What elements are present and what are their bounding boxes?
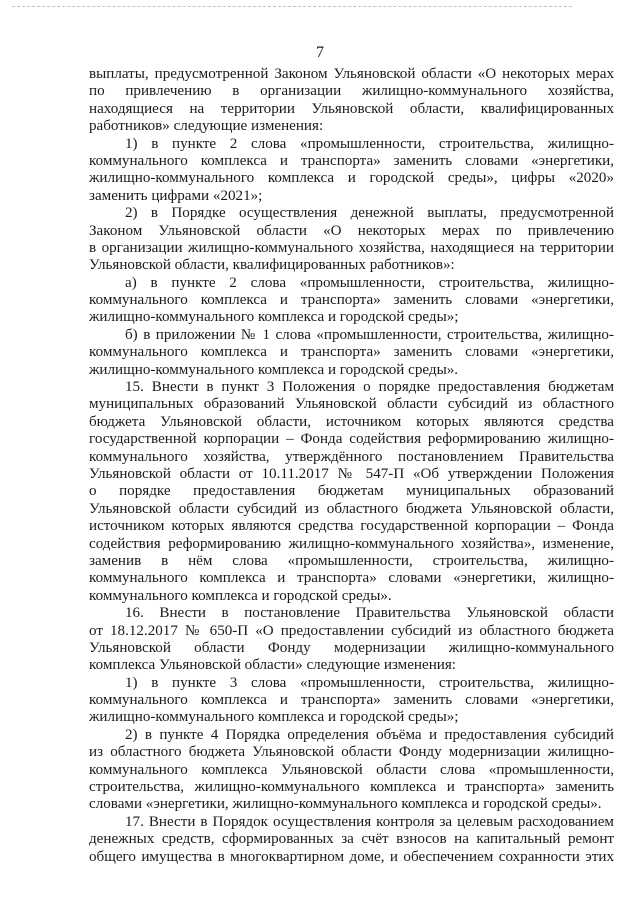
text-line: 2) в пункте 4 Порядка определения объёма и предоставления субсидий xyxy=(125,726,614,743)
text-line: содействия реформированию жилищно-коммунального хозяйства», изменение, xyxy=(89,535,614,552)
text-line: коммунального комплекса и транспорта» заменить словами «энергетики, xyxy=(89,692,614,709)
text-line: коммунального хозяйства, утверждённого постановлением Правительства xyxy=(89,448,614,465)
page-number: 7 xyxy=(316,44,324,61)
text-line: 17. Внести в Порядок осуществления контроля за целевым расходованием xyxy=(125,813,614,830)
text-line: общего имущества в многоквартирном доме, и обеспечением сохранности этих xyxy=(89,848,614,865)
text-line: Ульяновской области от 10.11.2017 № 547-П «Об утверждении Положения xyxy=(89,465,614,482)
text-line: комплекса Ульяновской области» следующие изменения: xyxy=(89,657,456,674)
text-line: жилищно-коммунального комплекса и городской среды». xyxy=(89,361,459,378)
text-line: находящиеся на территории Ульяновской области, квалифицированных xyxy=(89,100,614,117)
text-line: коммунального комплекса и городской среды». xyxy=(89,587,392,604)
text-line: 16. Внести в постановление Правительства Ульяновской области xyxy=(125,605,614,622)
text-line: 1) в пункте 3 слова «промышленности, строительства, жилищно- xyxy=(125,674,614,691)
text-line: коммунального комплекса и транспорта» заменить словами «энергетики, xyxy=(89,344,614,361)
text-line: коммунального комплекса и транспорта» заменить словами «энергетики, xyxy=(89,152,614,169)
text-line: выплаты, предусмотренной Законом Ульяновской области «О некоторых мерах xyxy=(89,66,614,82)
text-line: денежных средств, сформированных за счёт взносов на капитальный ремонт xyxy=(89,831,614,848)
text-line: 15. Внести в пункт 3 Положения о порядке предоставления бюджетам xyxy=(125,379,614,396)
document-body xyxy=(89,66,614,866)
text-line: коммунального комплекса и транспорта» заменить словами «энергетики, xyxy=(89,292,614,309)
text-line: по привлечению в организации жилищно-коммунального хозяйства, xyxy=(89,83,614,100)
text-line: 2) в Порядке осуществления денежной выплаты, предусмотренной xyxy=(125,205,614,222)
text-line: о порядке предоставления бюджетам муниципальных образований xyxy=(89,483,614,500)
text-line: Ульяновской области, квалифицированных работников»: xyxy=(89,257,455,274)
text-line: Ульяновской области субсидий из областного бюджета Ульяновской области, xyxy=(89,500,614,517)
text-line: муниципальных образований Ульяновской области субсидий из областного xyxy=(89,396,614,413)
text-line: государственной корпорации – Фонда содействия реформированию жилищно- xyxy=(89,431,614,448)
text-line: в организации жилищно-коммунального хозяйства, находящиеся на территории xyxy=(89,239,614,256)
text-line: жилищно-коммунального комплекса и городской среды»; xyxy=(89,709,459,726)
text-line: словами «энергетики, жилищно-коммунального комплекса и городской среды». xyxy=(89,796,602,813)
text-line: а) в пункте 2 слова «промышленности, строительства, жилищно- xyxy=(125,274,614,291)
text-line: жилищно-коммунального комплекса и городской среды», цифры «2020» xyxy=(89,170,614,187)
text-line: бюджета Ульяновской области, источником которых являются средства xyxy=(89,413,614,430)
text-line: источником которых являются средства государственной корпорации – Фонда xyxy=(89,518,614,535)
text-line: б) в приложении № 1 слова «промышленности, строительства, жилищно- xyxy=(125,326,614,343)
text-line: коммунального комплекса Ульяновской области слова «промышленности, xyxy=(89,761,614,778)
text-line: коммунального комплекса и транспорта» словами «энергетики, жилищно- xyxy=(89,570,614,587)
text-line: строительства, жилищно-коммунального комплекса и транспорта» заменить xyxy=(89,779,614,796)
text-line: из областного бюджета Ульяновской области Фонду модернизации жилищно- xyxy=(89,744,614,761)
text-line: 1) в пункте 2 слова «промышленности, строительства, жилищно- xyxy=(125,135,614,152)
text-line: заменить цифрами «2021»; xyxy=(89,187,263,204)
text-line: заменив в нём слова «промышленности, строительства, жилищно- xyxy=(89,552,614,569)
text-line: работников» следующие изменения: xyxy=(89,118,324,135)
text-line: от 18.12.2017 № 650-П «О предоставлении субсидий из областного бюджета xyxy=(89,622,614,639)
text-line: Ульяновской области Фонду модернизации жилищно-коммунального xyxy=(89,639,614,656)
text-line: Законом Ульяновской области «О некоторых мерах по привлечению xyxy=(89,222,614,239)
scan-edge-line xyxy=(12,6,572,7)
text-line: жилищно-коммунального комплекса и городской среды»; xyxy=(89,309,459,326)
